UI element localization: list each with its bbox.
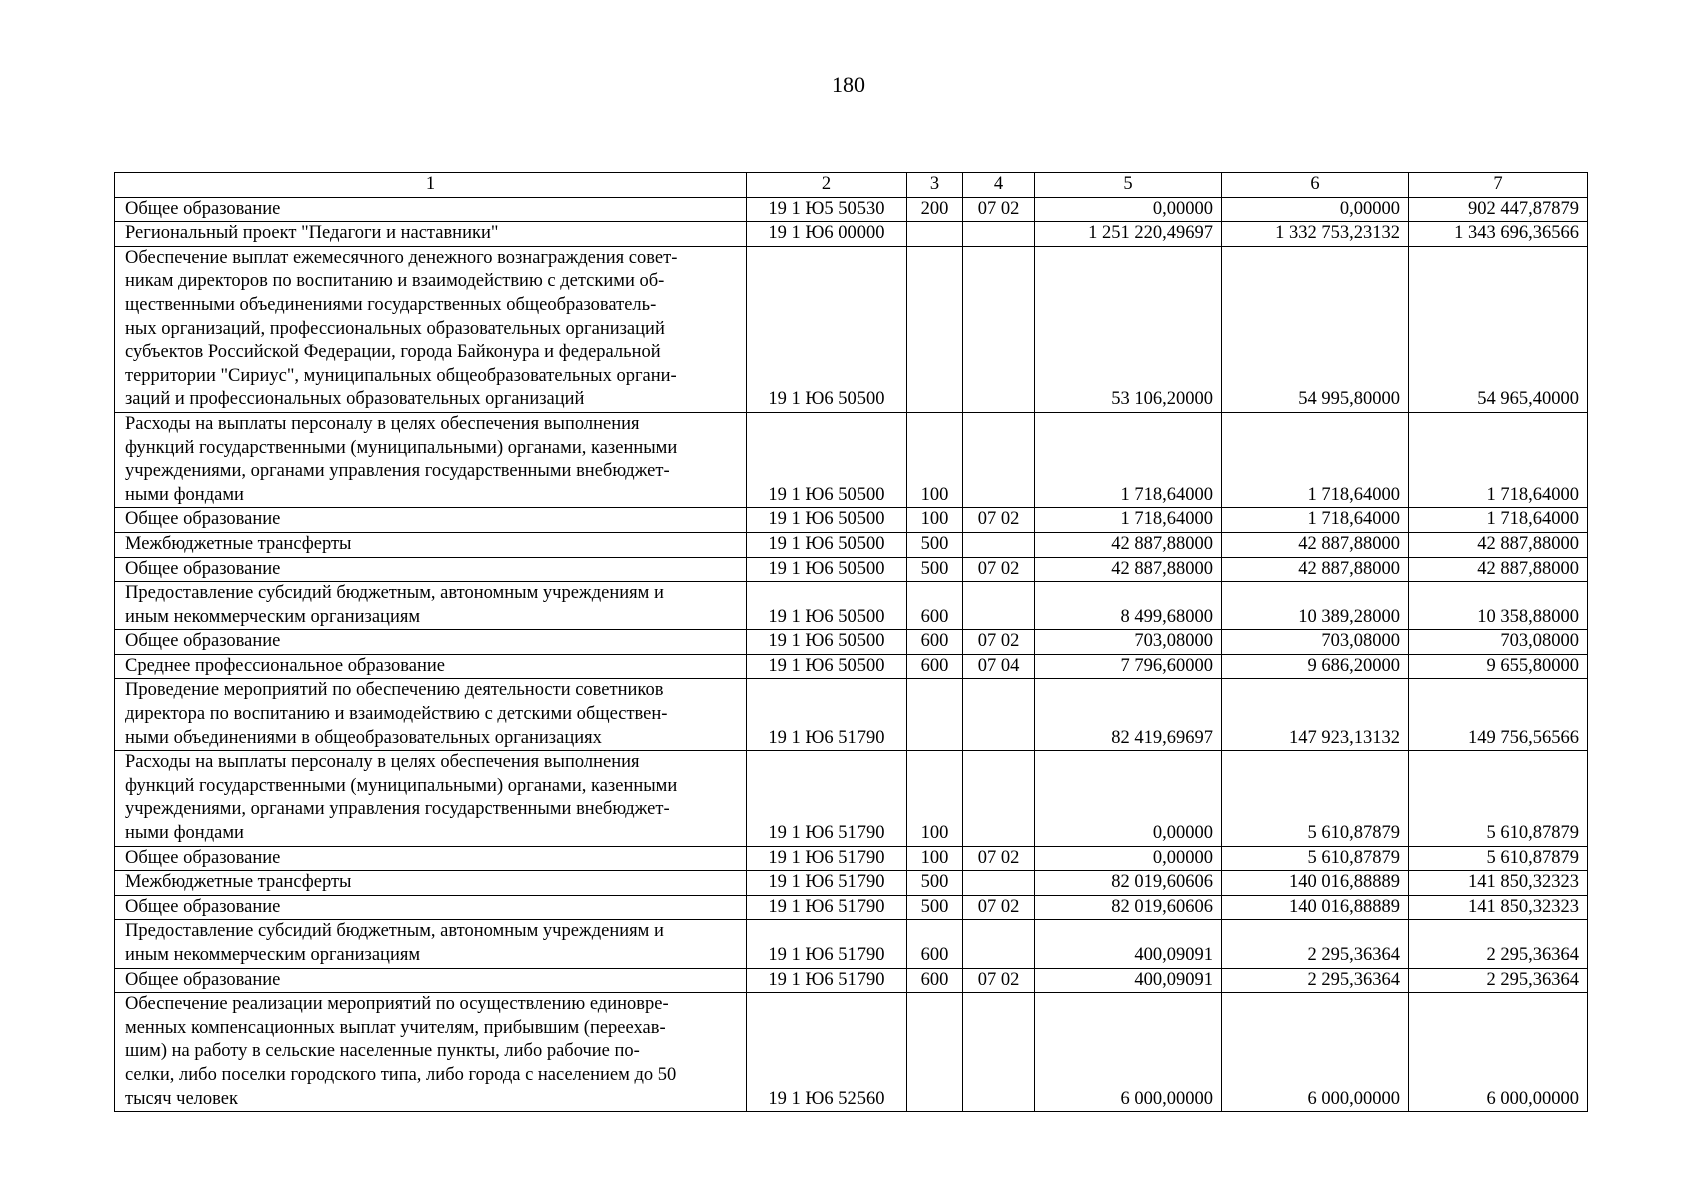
section-cell [963, 222, 1035, 247]
amount-year-3-cell: 149 756,56566 [1409, 679, 1588, 751]
item-name-line: ных организаций, профессиональных образовательных организаций [125, 318, 665, 339]
target-code-cell: 19 1 Ю6 51790 [747, 871, 907, 896]
item-name-line: функций государственными (муниципальными) органами, казенными [125, 437, 678, 458]
item-name-line: субъектов Российской Федерации, города Байконура и федеральной [125, 342, 661, 363]
section-cell [963, 679, 1035, 751]
amount-year-1-cell: 82 419,69697 [1035, 679, 1222, 751]
amount-year-2-cell: 140 016,88889 [1222, 895, 1409, 920]
header-cell-7: 7 [1409, 173, 1588, 198]
amount-year-1-cell: 7 796,60000 [1035, 654, 1222, 679]
amount-year-2-cell: 1 718,64000 [1222, 412, 1409, 507]
table-row [115, 993, 1588, 1112]
amount-year-1-cell: 8 499,68000 [1035, 582, 1222, 630]
item-name-cell [115, 751, 747, 846]
section-cell [963, 993, 1035, 1112]
amount-year-3-cell: 54 965,40000 [1409, 246, 1588, 412]
expense-type-cell: 500 [907, 557, 963, 582]
item-name-line: Региональный проект "Педагоги и наставники" [125, 223, 499, 244]
section-cell: 07 02 [963, 630, 1035, 655]
table-row [115, 532, 1588, 557]
amount-year-1-cell: 1 718,64000 [1035, 508, 1222, 533]
header-cell-5: 5 [1035, 173, 1222, 198]
header-cell-2: 2 [747, 173, 907, 198]
amount-year-2-cell: 2 295,36364 [1222, 920, 1409, 968]
item-name-cell [115, 895, 747, 920]
table-row [115, 412, 1588, 507]
item-name-line: ными объединениями в общеобразовательных организациях [125, 727, 602, 748]
expense-type-cell: 600 [907, 630, 963, 655]
table-row [115, 582, 1588, 630]
section-cell: 07 02 [963, 508, 1035, 533]
target-code-cell: 19 1 Ю6 51790 [747, 968, 907, 993]
section-cell [963, 412, 1035, 507]
item-name-line: Общее образование [125, 896, 281, 917]
item-name-line: щественными объединениями государственных общеобразователь- [125, 294, 657, 315]
expense-type-cell [907, 993, 963, 1112]
expense-type-cell: 600 [907, 654, 963, 679]
table-row [115, 557, 1588, 582]
item-name-line: Предоставление субсидий бюджетным, автономным учреждениям и [125, 921, 664, 942]
amount-year-2-cell: 1 332 753,23132 [1222, 222, 1409, 247]
item-name-line: Обеспечение выплат ежемесячного денежного вознаграждения совет- [125, 247, 678, 268]
amount-year-1-cell: 42 887,88000 [1035, 557, 1222, 582]
amount-year-2-cell: 2 295,36364 [1222, 968, 1409, 993]
amount-year-3-cell: 141 850,32323 [1409, 871, 1588, 896]
item-name-cell [115, 412, 747, 507]
item-name-line: Проведение мероприятий по обеспечению деятельности советников [125, 680, 664, 701]
expense-type-cell: 600 [907, 920, 963, 968]
target-code-cell: 19 1 Ю6 51790 [747, 920, 907, 968]
item-name-line: директора по воспитанию и взаимодействию с детскими обществен- [125, 704, 668, 725]
amount-year-1-cell: 82 019,60606 [1035, 895, 1222, 920]
target-code-cell: 19 1 Ю6 52560 [747, 993, 907, 1112]
budget-table [114, 172, 1588, 1112]
item-name-line: иным некоммерческим организациям [125, 606, 421, 627]
item-name-line: ными фондами [125, 484, 244, 505]
section-cell: 07 02 [963, 968, 1035, 993]
item-name-cell [115, 557, 747, 582]
expense-type-cell [907, 679, 963, 751]
amount-year-2-cell: 10 389,28000 [1222, 582, 1409, 630]
table-row [115, 968, 1588, 993]
expense-type-cell [907, 246, 963, 412]
amount-year-3-cell: 141 850,32323 [1409, 895, 1588, 920]
section-cell [963, 582, 1035, 630]
item-name-cell [115, 679, 747, 751]
amount-year-1-cell: 6 000,00000 [1035, 993, 1222, 1112]
item-name-line: функций государственными (муниципальными) органами, казенными [125, 775, 678, 796]
amount-year-1-cell: 53 106,20000 [1035, 246, 1222, 412]
expense-type-cell: 100 [907, 751, 963, 846]
expense-type-cell: 200 [907, 197, 963, 222]
section-cell: 07 02 [963, 557, 1035, 582]
item-name-cell [115, 871, 747, 896]
amount-year-3-cell: 2 295,36364 [1409, 920, 1588, 968]
section-cell: 07 02 [963, 197, 1035, 222]
amount-year-1-cell: 0,00000 [1035, 197, 1222, 222]
amount-year-2-cell: 1 718,64000 [1222, 508, 1409, 533]
header-cell-3: 3 [907, 173, 963, 198]
amount-year-3-cell: 6 000,00000 [1409, 993, 1588, 1112]
section-cell [963, 751, 1035, 846]
item-name-line: Предоставление субсидий бюджетным, автономным учреждениям и [125, 583, 664, 604]
amount-year-3-cell: 1 718,64000 [1409, 508, 1588, 533]
item-name-line: учреждениями, органами управления государственными внебюджет- [125, 461, 670, 482]
target-code-cell: 19 1 Ю6 50500 [747, 246, 907, 412]
item-name-line: Межбюджетные трансферты [125, 533, 352, 554]
table-body [115, 173, 1588, 1112]
amount-year-1-cell: 703,08000 [1035, 630, 1222, 655]
item-name-cell [115, 654, 747, 679]
header-cell-6: 6 [1222, 173, 1409, 198]
table-row [115, 751, 1588, 846]
item-name-line: Расходы на выплаты персоналу в целях обеспечения выполнения [125, 752, 640, 773]
amount-year-3-cell: 9 655,80000 [1409, 654, 1588, 679]
target-code-cell: 19 1 Ю6 50500 [747, 532, 907, 557]
target-code-cell: 19 1 Ю6 51790 [747, 679, 907, 751]
target-code-cell: 19 1 Ю6 51790 [747, 751, 907, 846]
table-row [115, 920, 1588, 968]
item-name-line: Общее образование [125, 509, 281, 530]
item-name-line: территории "Сириус", муниципальных общеобразовательных органи- [125, 365, 677, 386]
amount-year-2-cell: 42 887,88000 [1222, 557, 1409, 582]
item-name-line: тысяч человек [125, 1088, 238, 1109]
item-name-line: Общее образование [125, 631, 281, 652]
target-code-cell: 19 1 Ю6 50500 [747, 557, 907, 582]
target-code-cell: 19 1 Ю6 50500 [747, 630, 907, 655]
amount-year-2-cell: 54 995,80000 [1222, 246, 1409, 412]
section-cell [963, 871, 1035, 896]
amount-year-1-cell: 0,00000 [1035, 846, 1222, 871]
section-cell: 07 02 [963, 846, 1035, 871]
item-name-line: Общее образование [125, 558, 281, 579]
amount-year-2-cell: 42 887,88000 [1222, 532, 1409, 557]
amount-year-3-cell: 10 358,88000 [1409, 582, 1588, 630]
item-name-line: Общее образование [125, 969, 281, 990]
item-name-line: Среднее профессиональное образование [125, 655, 445, 676]
expense-type-cell: 100 [907, 412, 963, 507]
expense-type-cell: 500 [907, 871, 963, 896]
amount-year-1-cell: 1 251 220,49697 [1035, 222, 1222, 247]
amount-year-3-cell: 1 718,64000 [1409, 412, 1588, 507]
amount-year-2-cell: 140 016,88889 [1222, 871, 1409, 896]
item-name-cell [115, 993, 747, 1112]
expense-type-cell: 100 [907, 508, 963, 533]
item-name-line: заций и профессиональных образовательных организаций [125, 389, 585, 410]
amount-year-2-cell: 0,00000 [1222, 197, 1409, 222]
item-name-line: ными фондами [125, 823, 244, 844]
item-name-line: Расходы на выплаты персоналу в целях обеспечения выполнения [125, 413, 640, 434]
target-code-cell: 19 1 Ю6 50500 [747, 508, 907, 533]
header-row [115, 173, 1588, 198]
expense-type-cell: 500 [907, 532, 963, 557]
item-name-cell [115, 197, 747, 222]
amount-year-1-cell: 400,09091 [1035, 920, 1222, 968]
item-name-line: никам директоров по воспитанию и взаимодействию с детскими об- [125, 271, 665, 292]
item-name-cell [115, 246, 747, 412]
section-cell [963, 920, 1035, 968]
item-name-line: Общее образование [125, 847, 281, 868]
amount-year-2-cell: 5 610,87879 [1222, 751, 1409, 846]
table-row [115, 895, 1588, 920]
target-code-cell: 19 1 Ю6 50500 [747, 412, 907, 507]
target-code-cell: 19 1 Ю6 50500 [747, 582, 907, 630]
target-code-cell: 19 1 Ю6 51790 [747, 846, 907, 871]
table-row [115, 846, 1588, 871]
table-row [115, 197, 1588, 222]
table-row [115, 508, 1588, 533]
table-row [115, 679, 1588, 751]
header-cell-4: 4 [963, 173, 1035, 198]
table-row [115, 654, 1588, 679]
item-name-line: шим) на работу в сельские населенные пункты, либо рабочие по- [125, 1041, 640, 1062]
item-name-line: Общее образование [125, 198, 281, 219]
amount-year-1-cell: 400,09091 [1035, 968, 1222, 993]
item-name-cell [115, 920, 747, 968]
item-name-line: Обеспечение реализации мероприятий по осуществлению единовре- [125, 994, 669, 1015]
item-name-line: иным некоммерческим организациям [125, 945, 421, 965]
section-cell: 07 04 [963, 654, 1035, 679]
item-name-line: селки, либо поселки городского типа, либо города с населением до 50 [125, 1064, 677, 1085]
item-name-cell [115, 508, 747, 533]
expense-type-cell [907, 222, 963, 247]
amount-year-2-cell: 147 923,13132 [1222, 679, 1409, 751]
item-name-cell [115, 532, 747, 557]
amount-year-3-cell: 1 343 696,36566 [1409, 222, 1588, 247]
amount-year-1-cell: 0,00000 [1035, 751, 1222, 846]
item-name-cell [115, 630, 747, 655]
expense-type-cell: 600 [907, 968, 963, 993]
amount-year-3-cell: 902 447,87879 [1409, 197, 1588, 222]
amount-year-3-cell: 2 295,36364 [1409, 968, 1588, 993]
target-code-cell: 19 1 Ю6 51790 [747, 895, 907, 920]
table-row [115, 246, 1588, 412]
table-row [115, 222, 1588, 247]
item-name-cell [115, 968, 747, 993]
target-code-cell: 19 1 Ю6 50500 [747, 654, 907, 679]
header-cell-1: 1 [115, 173, 747, 198]
amount-year-2-cell: 9 686,20000 [1222, 654, 1409, 679]
amount-year-2-cell: 5 610,87879 [1222, 846, 1409, 871]
amount-year-3-cell: 5 610,87879 [1409, 846, 1588, 871]
section-cell [963, 246, 1035, 412]
target-code-cell: 19 1 Ю6 00000 [747, 222, 907, 247]
table-row [115, 871, 1588, 896]
amount-year-2-cell: 6 000,00000 [1222, 993, 1409, 1112]
amount-year-3-cell: 42 887,88000 [1409, 557, 1588, 582]
amount-year-2-cell: 703,08000 [1222, 630, 1409, 655]
section-cell: 07 02 [963, 895, 1035, 920]
expense-type-cell: 100 [907, 846, 963, 871]
page-number: 180 [832, 72, 865, 97]
target-code-cell: 19 1 Ю5 50530 [747, 197, 907, 222]
item-name-line: Межбюджетные трансферты [125, 872, 352, 893]
item-name-cell [115, 582, 747, 630]
item-name-cell [115, 846, 747, 871]
item-name-line: менных компенсационных выплат учителям, прибывшим (переехав- [125, 1017, 666, 1038]
amount-year-3-cell: 703,08000 [1409, 630, 1588, 655]
section-cell [963, 532, 1035, 557]
item-name-line: учреждениями, органами управления государственными внебюджет- [125, 799, 670, 820]
amount-year-1-cell: 82 019,60606 [1035, 871, 1222, 896]
amount-year-1-cell: 1 718,64000 [1035, 412, 1222, 507]
amount-year-1-cell: 42 887,88000 [1035, 532, 1222, 557]
item-name-cell [115, 222, 747, 247]
expense-type-cell: 600 [907, 582, 963, 630]
amount-year-3-cell: 5 610,87879 [1409, 751, 1588, 846]
amount-year-3-cell: 42 887,88000 [1409, 532, 1588, 557]
table-row [115, 630, 1588, 655]
expense-type-cell: 500 [907, 895, 963, 920]
